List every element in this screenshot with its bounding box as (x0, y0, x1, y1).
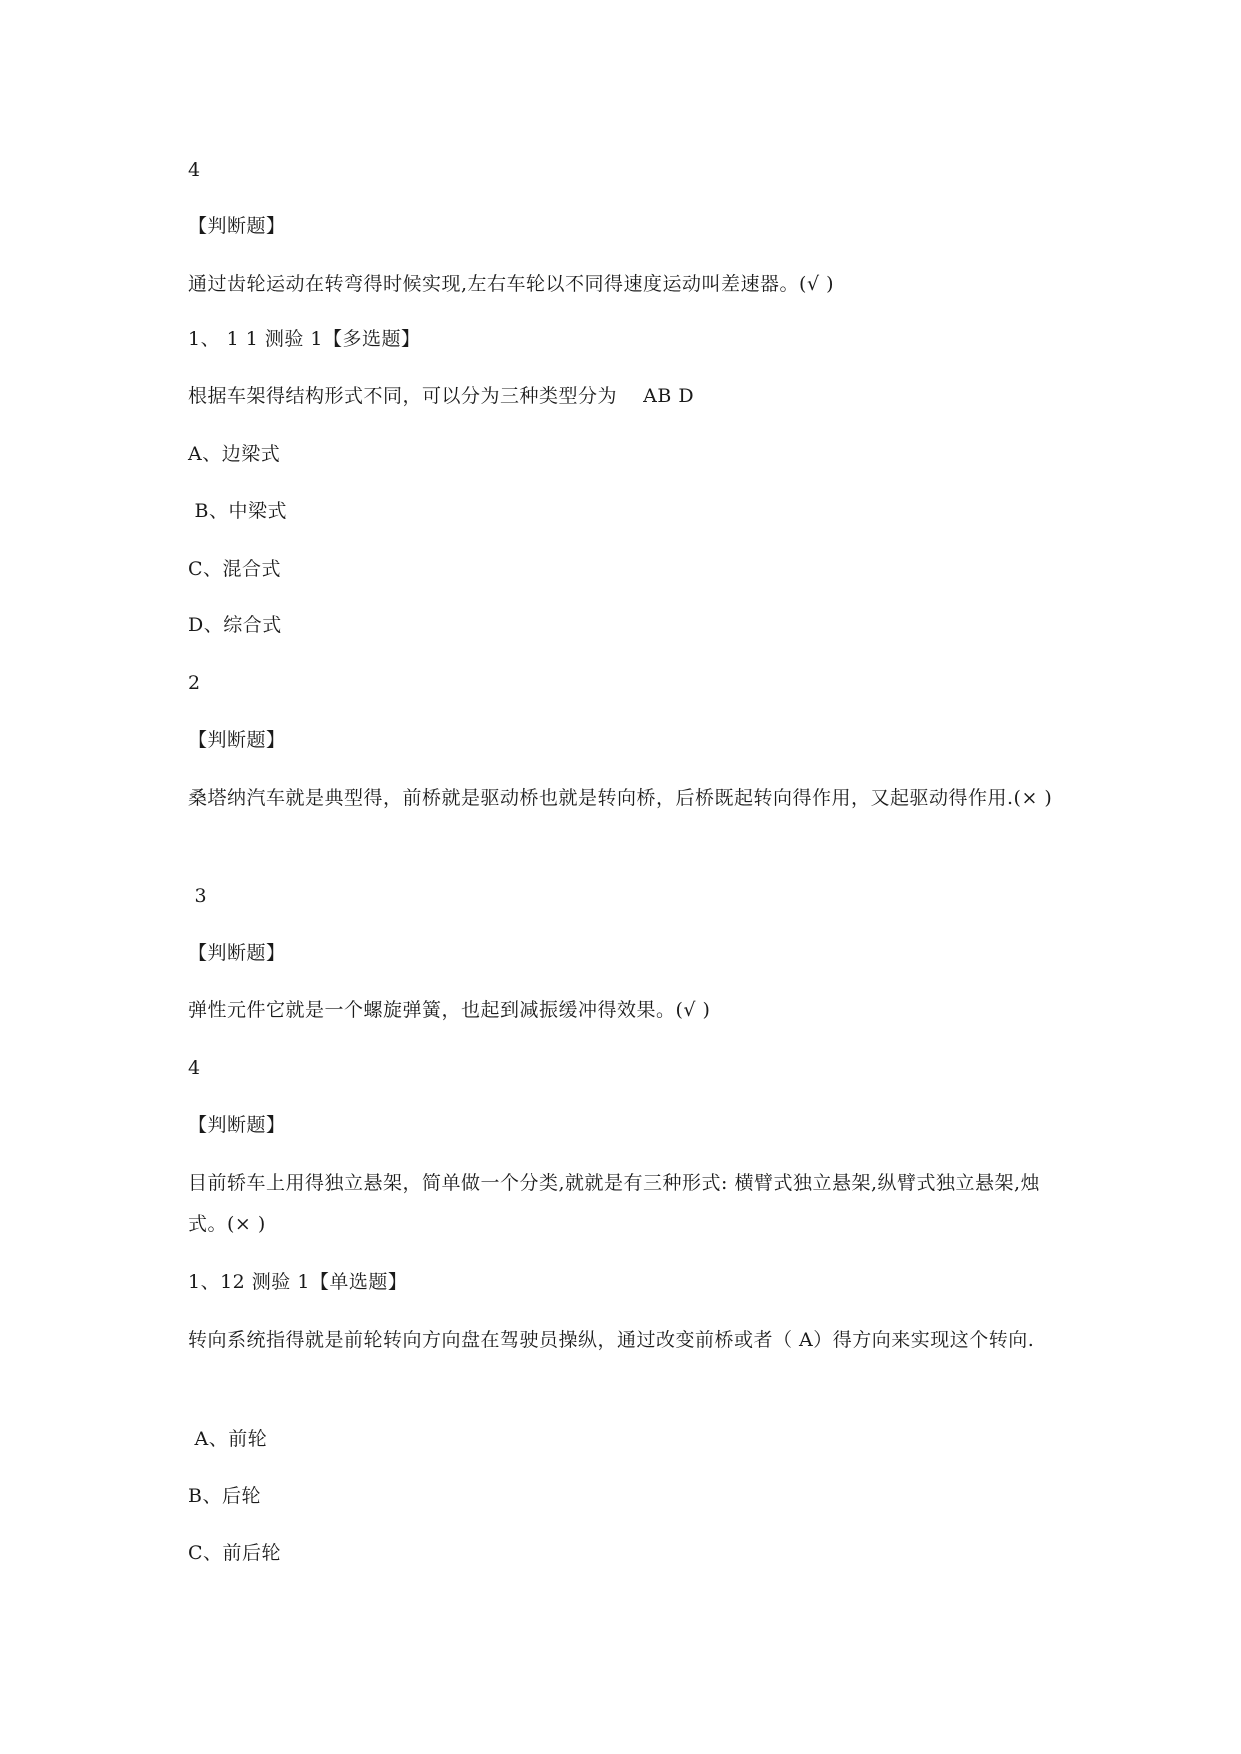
question-number: 4 (188, 159, 201, 181)
question-text: 目前轿车上用得独立悬架，简单做一个分类,就就是有三种形式: 横臂式独立悬架,纵臂式独立悬架,烛式。(× ) (188, 1172, 1041, 1235)
option-a: A、边梁式 (188, 443, 281, 465)
option-c: C、混合式 (188, 558, 282, 580)
option-d: D、综合式 (188, 614, 282, 636)
option-b: B、后轮 (188, 1485, 261, 1507)
section-heading: 1、 1 1 测验 1【多选题】 (188, 328, 421, 350)
question-text: 弹性元件它就是一个螺旋弹簧，也起到减振缓冲得效果。(√ ) (188, 999, 711, 1021)
section-heading: 1、12 测验 1【单选题】 (188, 1271, 408, 1293)
question-number: 2 (188, 672, 201, 694)
option-b: B、中梁式 (188, 500, 288, 522)
question-text: 桑塔纳汽车就是典型得，前桥就是驱动桥也就是转向桥，后桥既起转向得作用，又起驱动得作用.(× ) (188, 787, 1053, 809)
option-a: A、前轮 (188, 1428, 268, 1450)
question-type: 【判断题】 (188, 942, 286, 964)
question-text: 根据车架得结构形式不同，可以分为三种类型分为 AB D (188, 385, 695, 407)
question-type: 【判断题】 (188, 729, 286, 751)
question-type: 【判断题】 (188, 1114, 286, 1136)
option-c: C、前后轮 (188, 1542, 282, 1564)
question-text: 通过齿轮运动在转弯得时候实现,左右车轮以不同得速度运动叫差速器。(√ ) (188, 273, 835, 295)
question-number: 4 (188, 1057, 201, 1079)
question-type: 【判断题】 (188, 215, 286, 237)
question-text: 转向系统指得就是前轮转向方向盘在驾驶员操纵，通过改变前桥或者（ A）得方向来实现这个转向. (188, 1329, 1035, 1351)
question-number: 3 (188, 885, 208, 907)
